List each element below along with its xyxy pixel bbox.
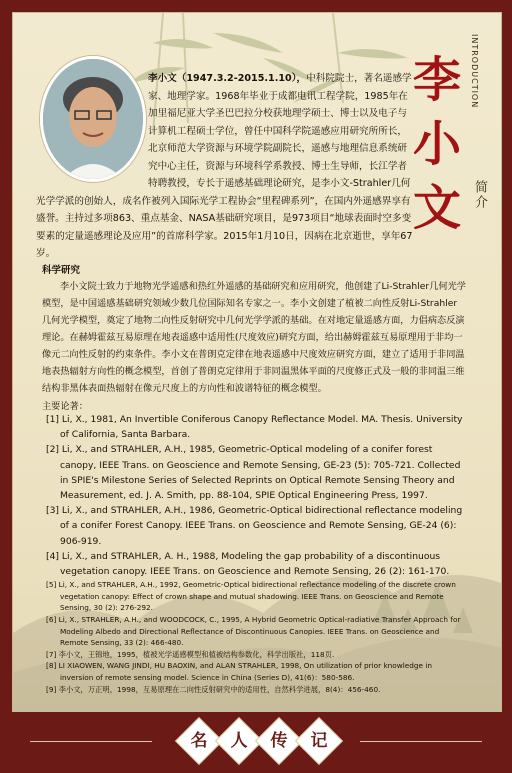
list-item: [3] Li, X., and STRAHLER, A.H., 1986, Geometric-Optical bidirectional reflectance modeling of a conifer Forest Canopy. IEEE Trans. on Geoscience and Remote Sensing, GE-24 (6): 906-919.	[46, 505, 463, 547]
list-item: [7] 李小文，王锦地，1995，植被光学遥感模型和植被结构参数化，科学出版社，118页.	[46, 649, 335, 659]
name-char: 小	[412, 116, 461, 172]
introduction-label: INTRODUCTION	[470, 34, 479, 109]
bio-name-dates: 李小文（1947.3.2-2015.1.10），	[148, 73, 307, 84]
list-item: [5] Li, X., and STRAHLER, A.H., 1992, Geometric-Optical bidirectional reflectance modeling of the discrete crown vegetation canopy: Effect of crown shape and mutual shadowing. IEEE Trans. on Geoscience and Remote Sensing, 30 (2): 276-292.	[46, 580, 456, 613]
works-list	[46, 412, 466, 695]
seal-char: 名	[190, 731, 208, 751]
list-item: [8] LI XIAOWEN, WANG JINDI, HU BAOXIN, and ALAN STRAHLER, 1998, On utilization of prior knowledge in inversion of remote sensing model. Science in China (Series D), 41(6)：580-586.	[46, 661, 432, 682]
science-heading: 科学研究	[42, 265, 81, 276]
photo-spacer	[36, 70, 148, 180]
footer-divider	[360, 741, 482, 742]
list-item: [2] Li, X., and STRAHLER, A.H., 1985, Geometric-Optical modeling of a conifer forest canopy, IEEE Trans. on Geoscience and Remote Sensing, GE-23 (5): 705-721. Collected in SPIE's Milestone Series of Selected Reprints on Optical Remote Sensing Theory and Measurement, ed. J. A. Smith, pp. 88-104, SPIE Optical Engineering Press, 1997.	[46, 444, 461, 502]
list-item: [6] Li, X., STRAHLER, A.H., and WOODCOCK, C., 1995, A Hybrid Geometric Optical-radiative Transfer Approach for Modeling Albedo and Directional Reflectance of Discontinuous Canopies. IEEE Trans. on Geoscience and Remote Sensing, 33 (2): 466-480.	[46, 615, 461, 648]
name-char: 文	[412, 180, 461, 236]
list-item: [4] Li, X., and STRAHLER, A. H., 1988, Modeling the gap probability of a discontinuous vegetation canopy. IEEE Trans. on Geoscience and Remote Sensing, 26 (2): 161-170.	[46, 550, 450, 578]
seal-char: 人	[230, 731, 248, 751]
name-char: 李	[412, 52, 461, 108]
footer-divider	[30, 741, 152, 742]
seal-char: 记	[310, 731, 328, 751]
list-item: [1] Li, X., 1981, An Invertible Coniferous Canopy Reflectance Model. MA. Thesis. University of California, Santa Barbara.	[46, 414, 463, 441]
works-heading: 主要论著：	[42, 401, 88, 412]
list-item: [9] 李小文，万正明，1998，互易原理在二向性反射研究中的适用性，自然科学进展，8(4)：456-460.	[46, 684, 381, 694]
science-body: 李小文院士致力于地物光学遥感和热红外遥感的基础研究和应用研究，他创建了Li-Strahler几何光学模型，是中国遥感基础研究领域少数几位国际知名专家之一。李小文创建了植被二向性反射Li-Strahler几何光学模型，奠定了地物二向性反射研究中几何光学学派的基础。在对地定量遥感方面，力倡病态反演理论。在赫姆霍兹互易原理在地表遥感中适用性(尺度效应)研究方面，给出赫姆霍兹互易原理用于非均一像元二向性反射的约束条件。李小文在普朗克定律在地表遥感中尺度效应研究方面，建立了适用于非同温地表热辐射方向性的概念模型，首创了普朗克定律用于非同温黑体平面的尺度修正式及一般的非同温三维结构非黑体表面热辐射在像元尺度上的方向性和波谱特征的概念模型。	[42, 281, 466, 394]
bio-body: 中科院院士，著名遥感学家、地理学家。1968年毕业于成都电讯工程学院，1985年在加里福尼亚大学圣巴巴拉分校获地理学硕士、博士以及电子与计算机工程硕士学位，曾任中国科学院遥感应用研究所所长，北京师范大学资源与环境学院副院长，遥感与地理信息系统研究中心主任，资源与环境科学系教授、博士生导师，长江学者特聘教授，专长于遥感基础理论研究，是李小文-Strahler几何光学学派的创始人，成名作被列入国际光学工程协会“里程碑系列”，在国内外遥感界享有盛誉。主持过多项863、重点基金、NASA基础研究项目，是973项目“地球表面时空多变要素的定量遥感理论及应用”的首席科学家。2015年1月10日，因病在北京逝世，享年67岁。	[36, 73, 413, 259]
jianjie-label: 简介	[472, 180, 487, 210]
biography-text	[36, 70, 416, 263]
seal-char: 传	[270, 731, 288, 751]
